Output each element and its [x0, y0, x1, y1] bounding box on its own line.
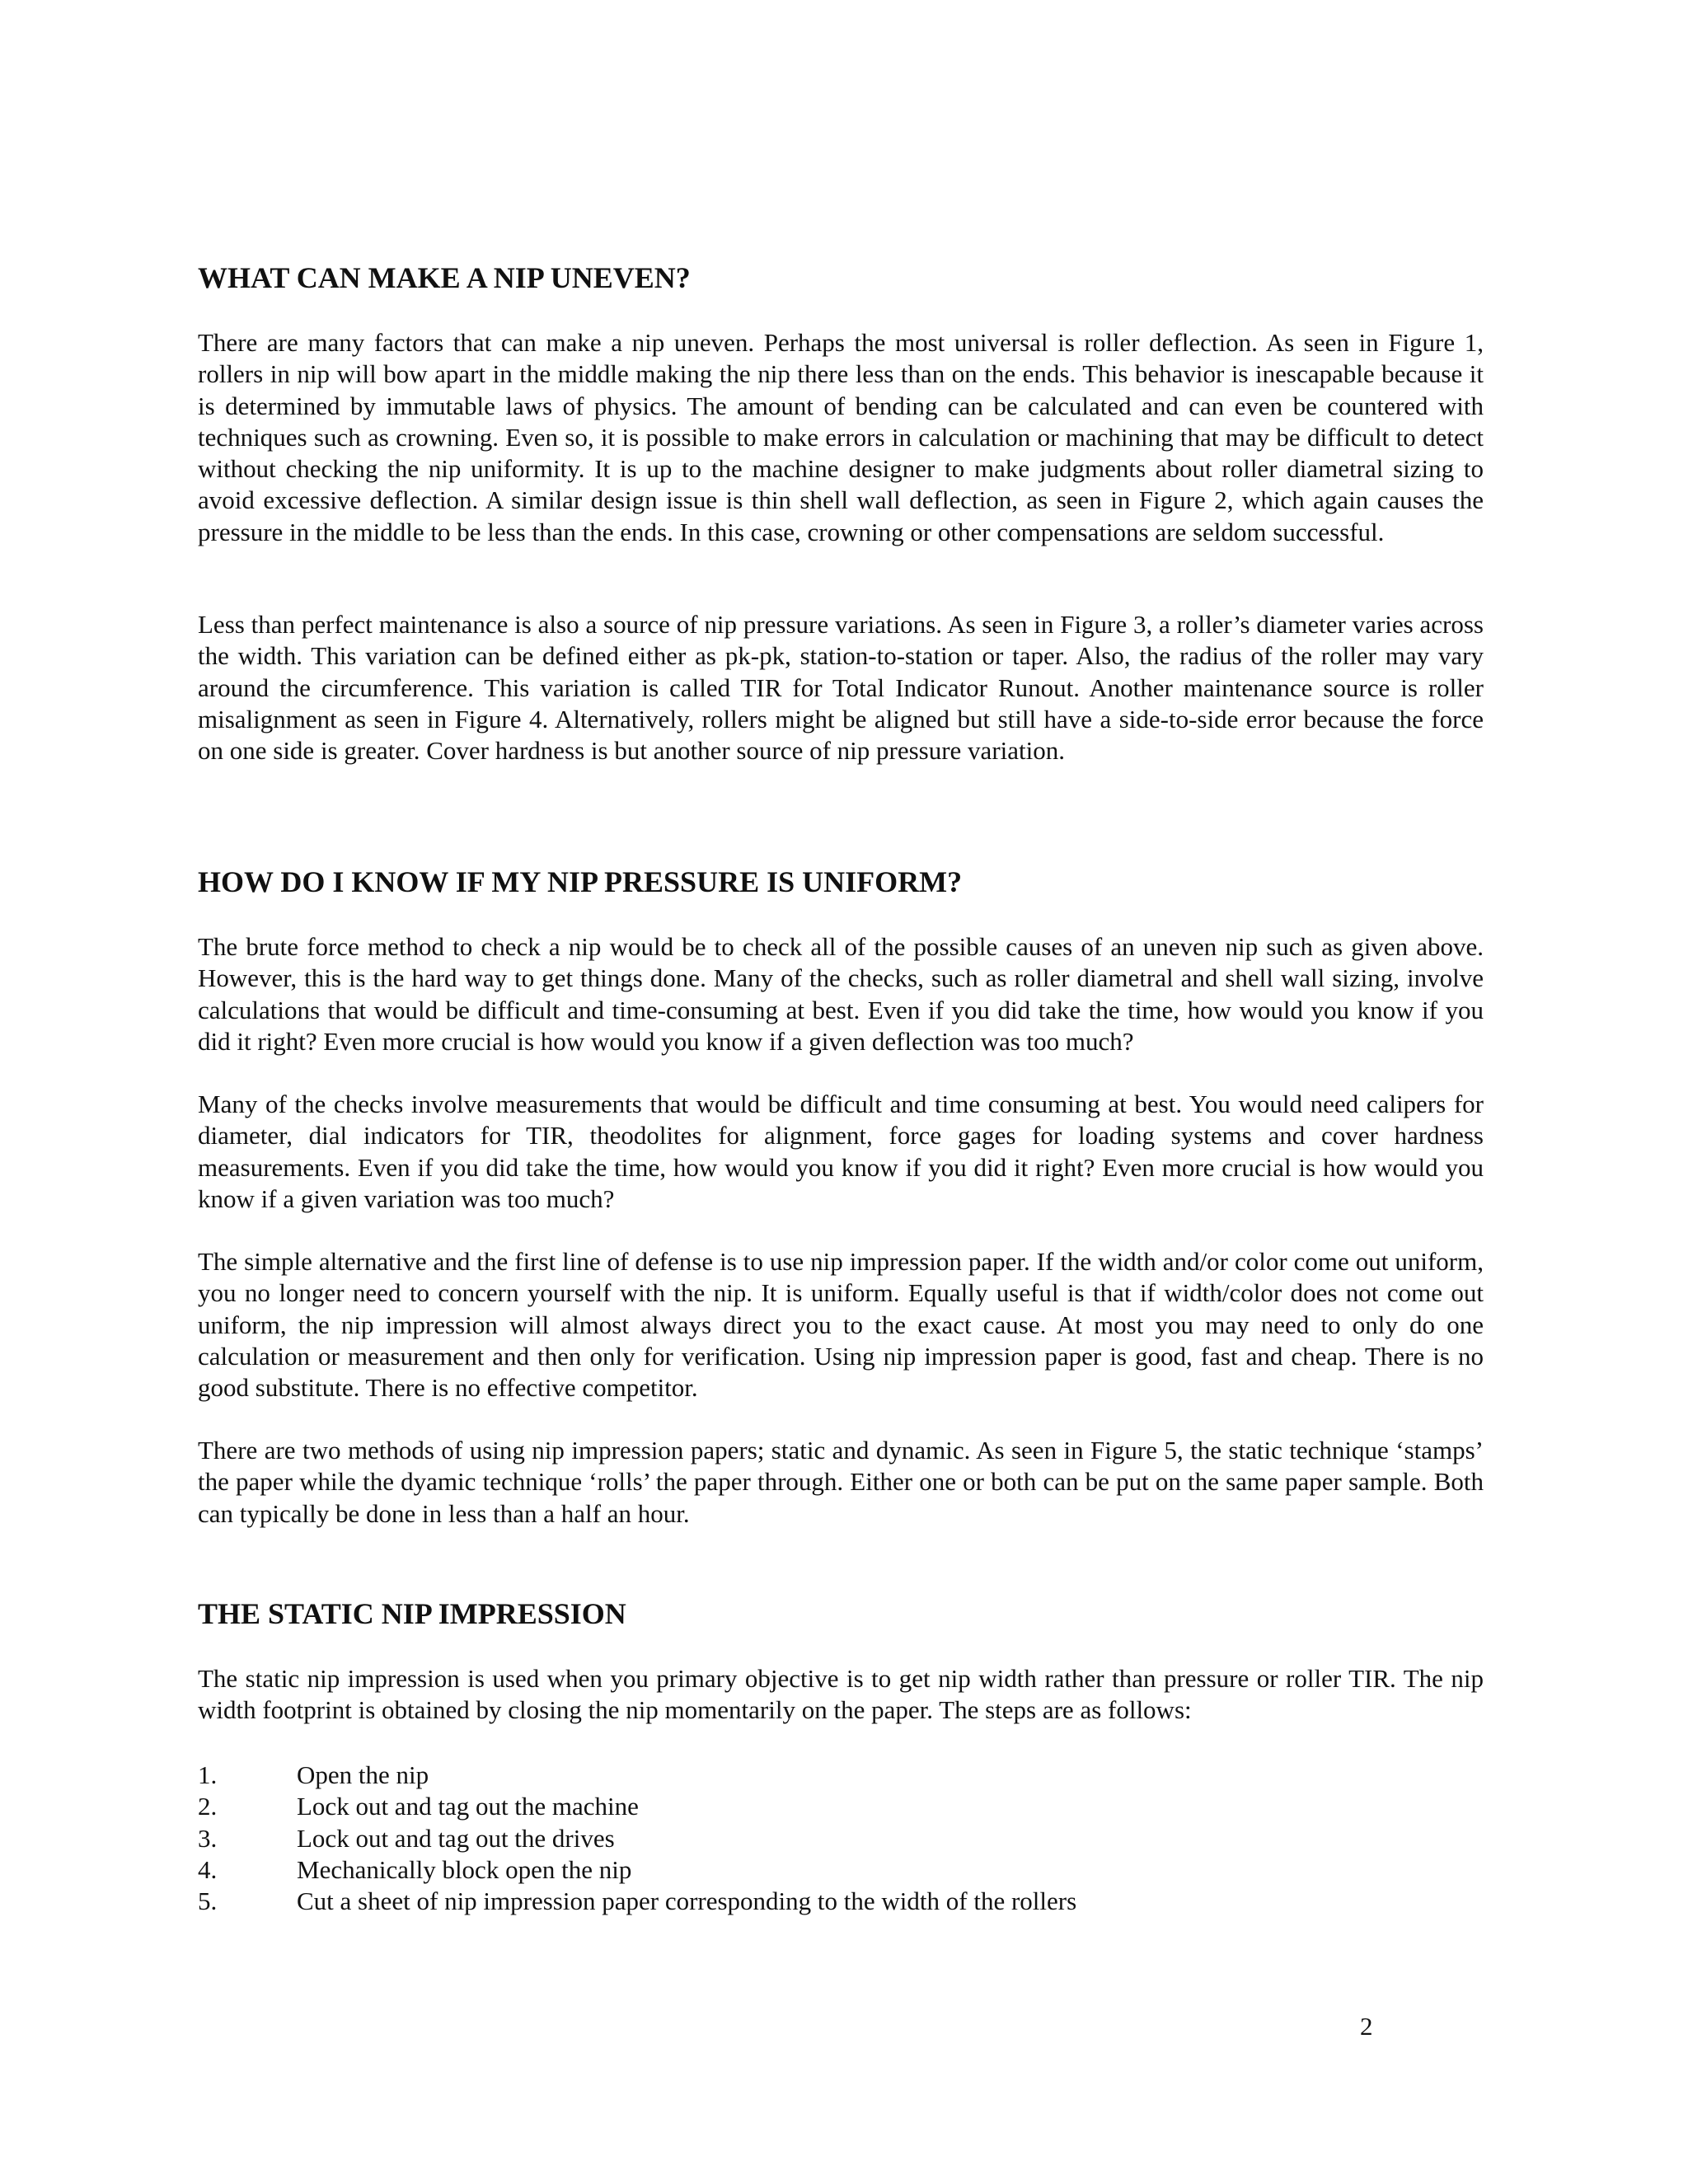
list-item	[198, 1760, 1076, 1791]
step-number: 1.	[198, 1760, 218, 1789]
paragraph-roller-deflection: There are many factors that can make a nip uneven. Perhaps the most universal is roller deflection. As seen in Figure 1, rollers in nip will bow apart in the middle making the nip there less than on the ends. This behavior is inescapable because it is determined by immutable laws of physics. The amount of bending can be calculated and can even be countered with techniques such as crowning. Even so, it is possible to make errors in calculation or machining that may be difficult to detect without checking the nip uniformity. It is up to the machine designer to make judgments about roller diametral sizing to avoid excessive deflection. A similar design issue is thin shell wall deflection, as seen in Figure 2, which again causes the pressure in the middle to be less than the ends. In this case, crowning or other compensations are seldom successful.	[198, 328, 1484, 546]
paragraph-static-intro: The static nip impression is used when you primary objective is to get nip width rather than pressure or roller TIR. The nip width footprint is obtained by closing the nip momentarily on the paper. The steps are as follows:	[198, 1664, 1484, 1725]
page-number: 2	[1360, 2012, 1373, 2041]
step-text: Lock out and tag out the drives	[297, 1823, 615, 1853]
section-heading-nip-uneven: WHAT CAN MAKE A NIP UNEVEN?	[198, 261, 691, 294]
paragraph-measurements: Many of the checks involve measurements that would be difficult and time consuming at best. You would need calipers for diameter, dial indicators for TIR, theodolites for alignment, force gages for loading systems and cover hardness measurements. Even if you did take the time, how would you know if you did it right? Even more crucial is how would you know if a given variation was too much?	[198, 1090, 1484, 1213]
step-text: Open the nip	[297, 1760, 429, 1789]
list-item	[198, 1791, 1076, 1822]
list-item	[198, 1886, 1076, 1917]
steps-list	[198, 1760, 1076, 1917]
step-text: Cut a sheet of nip impression paper corresponding to the width of the rollers	[297, 1886, 1077, 1916]
paragraph-impression-paper: The simple alternative and the first line of defense is to use nip impression paper. If the width and/or color come out uniform, you no longer need to concern yourself with the nip. It is uniform. Equally useful is that if width/color does not come out uniform, the nip impression will almost always direct you to the exact cause. At most you may need to only do one calculation or measurement and then only for verification. Using nip impression paper is good, fast and cheap. There is no good substitute. There is no effective competitor.	[198, 1247, 1484, 1403]
list-item	[198, 1854, 1076, 1886]
section-heading-nip-uniform: HOW DO I KNOW IF MY NIP PRESSURE IS UNIFORM?	[198, 865, 963, 898]
paragraph-two-methods: There are two methods of using nip impression papers; static and dynamic. As seen in Figure 5, the static technique ‘stamps’ the paper while the dyamic technique ‘rolls’ the paper through. Either one or both can be put on the same paper sample. Both can typically be done in less than a half an hour.	[198, 1436, 1484, 1528]
paragraph-maintenance: Less than perfect maintenance is also a source of nip pressure variations. As seen in Figure 3, a roller’s diameter varies across the width. This variation can be defined either as pk-pk, station-to-station or taper. Also, the radius of the roller may vary around the circumference. This variation is called TIR for Total Indicator Runout. Another maintenance source is roller misalignment as seen in Figure 4. Alternatively, rollers might be aligned but still have a side-to-side error because the force on one side is greater. Cover hardness is but another source of nip pressure variation.	[198, 610, 1484, 766]
step-number: 5.	[198, 1886, 218, 1916]
list-item	[198, 1823, 1076, 1854]
step-number: 2.	[198, 1792, 218, 1821]
step-text: Mechanically block open the nip	[297, 1854, 632, 1884]
step-text: Lock out and tag out the machine	[297, 1792, 639, 1821]
step-number: 3.	[198, 1823, 218, 1853]
section-heading-static-impression: THE STATIC NIP IMPRESSION	[198, 1597, 626, 1630]
paragraph-brute-force: The brute force method to check a nip would be to check all of the possible causes of an uneven nip such as given above. However, this is the hard way to get things done. Many of the checks, such as roller diametral and shell wall sizing, involve calculations that would be difficult and time-consuming at best. Even if you did take the time, how would you know if you did it right? Even more crucial is how would you know if a given deflection was too much?	[198, 932, 1484, 1056]
step-number: 4.	[198, 1854, 218, 1884]
